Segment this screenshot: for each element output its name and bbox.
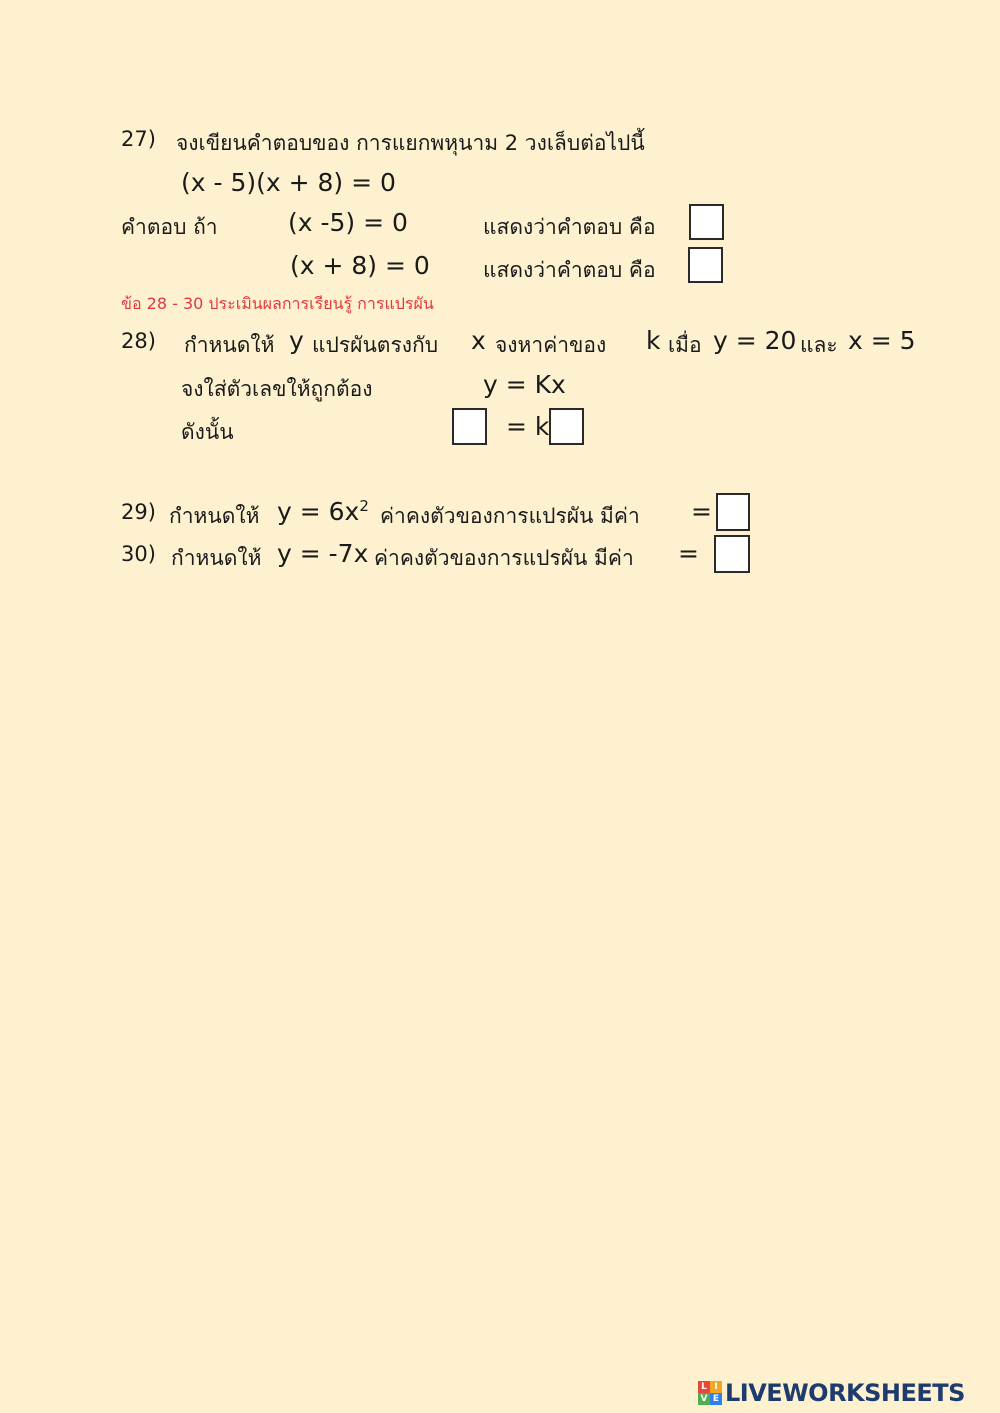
q27-case1: (x -5) = 0 <box>288 208 408 237</box>
q28-answer-box-1[interactable] <box>452 408 487 445</box>
q30-answer-box[interactable] <box>714 535 750 573</box>
q27-equation: (x - 5)(x + 8) = 0 <box>181 168 396 197</box>
q29-text-a: กำหนดให้ <box>169 504 260 528</box>
q29-eq-exponent: 2 <box>359 497 369 515</box>
liveworksheets-logo <box>698 1378 965 1408</box>
q28-cond-x: x = 5 <box>848 326 916 355</box>
q28-var-y: y <box>289 326 304 355</box>
q28-formula: y = Kx <box>483 370 566 399</box>
q27-answer-box-2[interactable] <box>688 247 723 283</box>
section-note: ข้อ 28 - 30 ประเมินผลการเรียนรู้ การแปรผัน <box>121 294 434 313</box>
q27-case1-text: แสดงว่าคำตอบ คือ <box>483 215 656 239</box>
q30-equals: = <box>678 539 699 568</box>
q28-text-d: เมื่อ <box>668 333 702 357</box>
q30-text-a: กำหนดให้ <box>171 546 262 570</box>
q28-text-e: และ <box>800 333 838 357</box>
q28-therefore: ดังนั้น <box>181 420 234 444</box>
q28-equals-k: = k <box>506 412 550 441</box>
q29-eq-base: y = 6x <box>277 497 360 526</box>
q28-cond-y: y = 20 <box>713 326 797 355</box>
q30-equation: y = -7x <box>277 539 369 568</box>
liveworksheets-logo-text: LIVEWORKSHEETS <box>725 1379 965 1407</box>
q29-answer-box[interactable] <box>716 493 750 531</box>
q28-text-b: แปรผันตรงกับ <box>312 333 439 357</box>
logo-letter-v: V <box>698 1393 710 1405</box>
q28-var-x: x <box>471 326 486 355</box>
q29-number: 29) <box>121 500 156 524</box>
q30-number: 30) <box>121 542 156 566</box>
q28-text-c: จงหาค่าของ <box>495 333 607 357</box>
q29-text-b: ค่าคงตัวของการแปรผัน มีค่า <box>380 504 640 528</box>
logo-letter-i: I <box>710 1381 722 1393</box>
q30-text-b: ค่าคงตัวของการแปรผัน มีค่า <box>374 546 634 570</box>
q27-answer-label: คำตอบ ถ้า <box>121 215 218 239</box>
q27-case2: (x + 8) = 0 <box>290 251 430 280</box>
q28-fill-label: จงใส่ตัวเลขให้ถูกต้อง <box>181 377 373 401</box>
q27-case2-text: แสดงว่าคำตอบ คือ <box>483 258 656 282</box>
q29-equals: = <box>691 497 712 526</box>
q27-instruction: จงเขียนคำตอบของ การแยกพหุนาม 2 วงเล็บต่อไปนี้ <box>176 131 645 155</box>
logo-letter-e: E <box>710 1393 722 1405</box>
q28-text-a: กำหนดให้ <box>184 333 275 357</box>
q29-equation <box>277 497 369 526</box>
liveworksheets-logo-icon <box>698 1381 722 1405</box>
q28-number: 28) <box>121 329 156 353</box>
logo-letter-l: L <box>698 1381 710 1393</box>
q27-answer-box-1[interactable] <box>689 204 724 240</box>
q27-number: 27) <box>121 127 156 151</box>
q28-answer-box-2[interactable] <box>549 408 584 445</box>
q28-var-k: k <box>646 326 661 355</box>
